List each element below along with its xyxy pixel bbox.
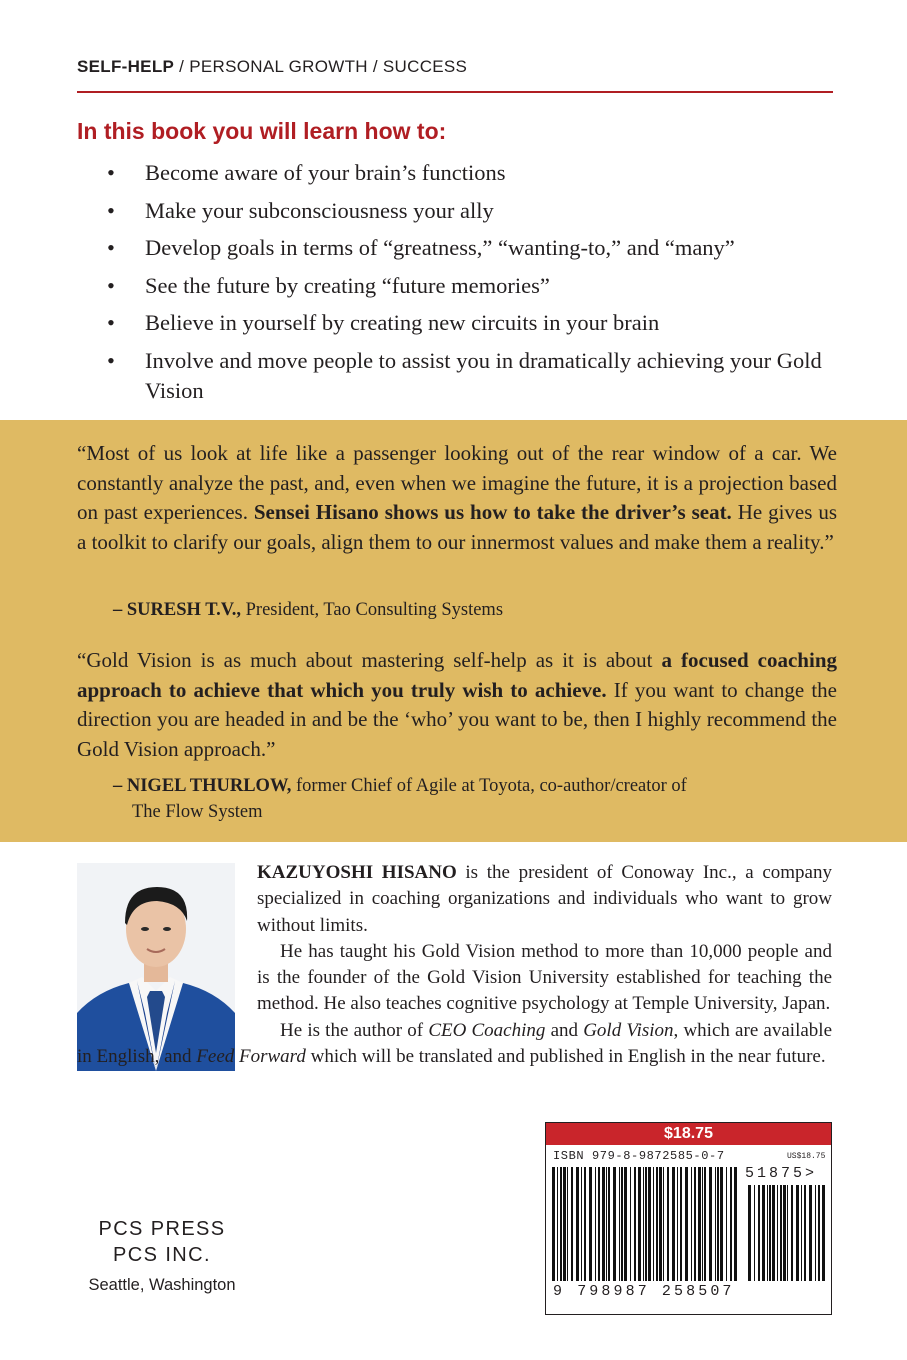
publisher-location: Seattle, Washington — [88, 1276, 236, 1294]
list-item-text: Involve and move people to assist you in dramatically achieving your Gold Vision — [145, 347, 822, 403]
barcode-bar — [563, 1167, 566, 1281]
barcode-bar — [581, 1167, 582, 1281]
barcode-bar — [613, 1167, 616, 1281]
barcode-bar — [621, 1167, 623, 1281]
barcode-bar — [748, 1185, 751, 1281]
price-label: $18.75 — [546, 1123, 831, 1145]
barcode-bar — [598, 1167, 600, 1281]
barcode-bar — [717, 1167, 719, 1281]
barcode-bar — [734, 1167, 737, 1281]
barcode-bar — [567, 1167, 568, 1281]
quote-text: He gives us a toolkit to clarify our goals, align them to our innermost values and make them a reality.” — [77, 500, 837, 554]
bullet-icon: • — [107, 235, 115, 261]
addon-barcode-icon — [746, 1185, 826, 1285]
quote-text: “Most of us look at life like a passenger looking out of the rear window of a car. We constantly analyze the past, and, even when we imagine the future, it is a projection based on past experiences. — [77, 441, 837, 524]
bio-text: , which are available in English, and — [77, 1019, 832, 1068]
publisher-block — [77, 1216, 247, 1298]
bio-paragraph — [77, 1018, 832, 1071]
barcode-bar — [709, 1167, 712, 1281]
barcode-bar — [576, 1167, 579, 1281]
book-title: Gold Vision — [583, 1019, 674, 1041]
barcode-bar — [762, 1185, 765, 1281]
testimonial-attribution — [113, 597, 503, 623]
barcode-bar — [715, 1167, 716, 1281]
barcode-bar — [677, 1167, 678, 1281]
barcode-bar — [595, 1167, 596, 1281]
bio-text: He is the author of — [280, 1019, 429, 1041]
barcode-bar — [694, 1167, 696, 1281]
bio-paragraph — [77, 860, 832, 939]
bio-paragraph: He has taught his Gold Vision method to more than 10,000 people and is the founder of the Gold Vision University established for teaching the method. He also teaches cognitive psychology at Temple University, Japan. — [257, 940, 832, 1015]
list-item-text: Make your subconsciousness your ally — [145, 197, 494, 223]
list-item — [107, 308, 847, 338]
barcode-bar — [754, 1185, 755, 1281]
barcode-bar — [680, 1167, 682, 1281]
barcode-bar — [685, 1167, 688, 1281]
barcode-bar — [653, 1167, 654, 1281]
barcode-bar — [818, 1185, 820, 1281]
barcode-bar — [552, 1167, 555, 1281]
barcode-bar — [704, 1167, 706, 1281]
attribution-title: President, Tao Consulting Systems — [241, 600, 504, 620]
barcode-bar — [589, 1167, 592, 1281]
us-price-text: US$18.75 — [787, 1152, 826, 1161]
barcode-bar — [624, 1167, 627, 1281]
barcode-bar — [656, 1167, 658, 1281]
barcode-bar — [809, 1185, 812, 1281]
author-name: KAZUYOSHI HISANO — [257, 862, 457, 883]
ean-barcode-icon — [550, 1167, 742, 1285]
learn-list — [107, 158, 847, 414]
barcode-bar — [720, 1167, 723, 1281]
barcode-bar — [777, 1185, 778, 1281]
bio-text: which will be translated and published in English in the near future. — [305, 1046, 826, 1068]
barcode-bar — [659, 1167, 662, 1281]
barcode-bar — [571, 1167, 573, 1281]
barcode-bar — [698, 1167, 701, 1281]
barcode-bar — [767, 1185, 768, 1281]
barcode-bar — [648, 1167, 651, 1281]
list-item-text: Become aware of your brain’s functions — [145, 160, 506, 185]
barcode-bar — [602, 1167, 605, 1281]
barcode-bar — [584, 1167, 586, 1281]
list-item — [107, 271, 847, 301]
barcode-bar — [606, 1167, 607, 1281]
barcode-bar — [787, 1185, 788, 1281]
barcode-bar — [560, 1167, 562, 1281]
bullet-icon: • — [107, 347, 115, 373]
barcode-bar — [769, 1185, 771, 1281]
list-item — [107, 158, 847, 188]
barcode-bar — [672, 1167, 675, 1281]
barcode-bar — [619, 1167, 620, 1281]
barcode-bar — [822, 1185, 825, 1281]
barcode-bar — [730, 1167, 732, 1281]
header-divider — [77, 91, 833, 93]
barcode-bar — [804, 1185, 806, 1281]
isbn-text: ISBN 979-8-9872585-0-7 — [553, 1149, 725, 1163]
quote-emphasis: Sensei Hisano shows us how to take the driver’s seat. — [253, 500, 732, 524]
barcode-bar — [758, 1185, 760, 1281]
publisher-name: PCS PRESS — [98, 1218, 226, 1240]
barcode-bar — [608, 1167, 610, 1281]
bullet-icon: • — [107, 310, 115, 336]
quote-text: “Gold Vision is as much about mastering self-help as it is about — [77, 648, 662, 672]
attribution-name: – NIGEL THURLOW, — [113, 776, 292, 796]
bullet-icon: • — [107, 272, 115, 298]
attribution-title-continued: The Flow System — [132, 802, 263, 822]
testimonial-quote — [77, 646, 837, 764]
list-item — [107, 233, 847, 263]
ean-number: 9 798987 258507 — [553, 1283, 735, 1300]
barcode-bar — [783, 1185, 786, 1281]
testimonial-attribution — [113, 773, 813, 825]
barcode-bar — [691, 1167, 692, 1281]
author-bio — [77, 860, 832, 1070]
attribution-title: former Chief of Agile at Toyota, co-author/creator of — [291, 776, 687, 796]
barcode-bar — [815, 1185, 816, 1281]
barcode-bar — [702, 1167, 703, 1281]
barcode-bar — [634, 1167, 636, 1281]
barcode-bar — [638, 1167, 641, 1281]
list-item-text: Develop goals in terms of “greatness,” “wanting-to,” and “many” — [145, 235, 735, 261]
category-primary: SELF-HELP — [77, 57, 175, 76]
list-item-text: See the future by creating “future memories” — [145, 272, 550, 298]
list-item — [107, 346, 847, 406]
barcode-bar — [772, 1185, 775, 1281]
quote-text: If you want to change the direction you are headed in and be the ‘who’ you want to be, then I highly recommend the Gold Vision approach.” — [77, 677, 837, 761]
barcode-bar — [726, 1167, 727, 1281]
quote-emphasis: a focused coaching approach to achieve that which you truly wish to achieve. — [77, 648, 837, 702]
barcode-bar — [780, 1185, 782, 1281]
barcode-bar — [663, 1167, 664, 1281]
barcode-panel — [545, 1122, 832, 1315]
publisher-company: PCS INC. — [113, 1244, 211, 1266]
barcode-bar — [645, 1167, 647, 1281]
book-title: Feed Forward — [196, 1046, 306, 1068]
bio-text: is the president of Conoway Inc., a company specialized in coaching organizations and individuals who want to grow without limits. — [257, 862, 832, 936]
bullet-icon: • — [107, 197, 115, 223]
attribution-name: – SURESH T.V., — [113, 600, 242, 620]
addon-number: 51875> — [745, 1165, 818, 1182]
list-item — [107, 196, 847, 226]
barcode-bar — [791, 1185, 793, 1281]
barcode-bar — [643, 1167, 644, 1281]
category-label — [77, 57, 467, 77]
book-title: CEO Coaching — [428, 1019, 546, 1041]
category-secondary: / PERSONAL GROWTH / SUCCESS — [174, 57, 468, 76]
list-item-text: Believe in yourself by creating new circuits in your brain — [145, 310, 660, 336]
barcode-bar — [667, 1167, 669, 1281]
barcode-bar — [801, 1185, 802, 1281]
barcode-bar — [796, 1185, 799, 1281]
barcode-bar — [557, 1167, 558, 1281]
testimonial-quote — [77, 439, 837, 557]
bio-text: and — [545, 1019, 584, 1041]
bullet-icon: • — [107, 160, 115, 185]
learn-heading: In this book you will learn how to: — [77, 118, 447, 144]
barcode-bar — [630, 1167, 631, 1281]
